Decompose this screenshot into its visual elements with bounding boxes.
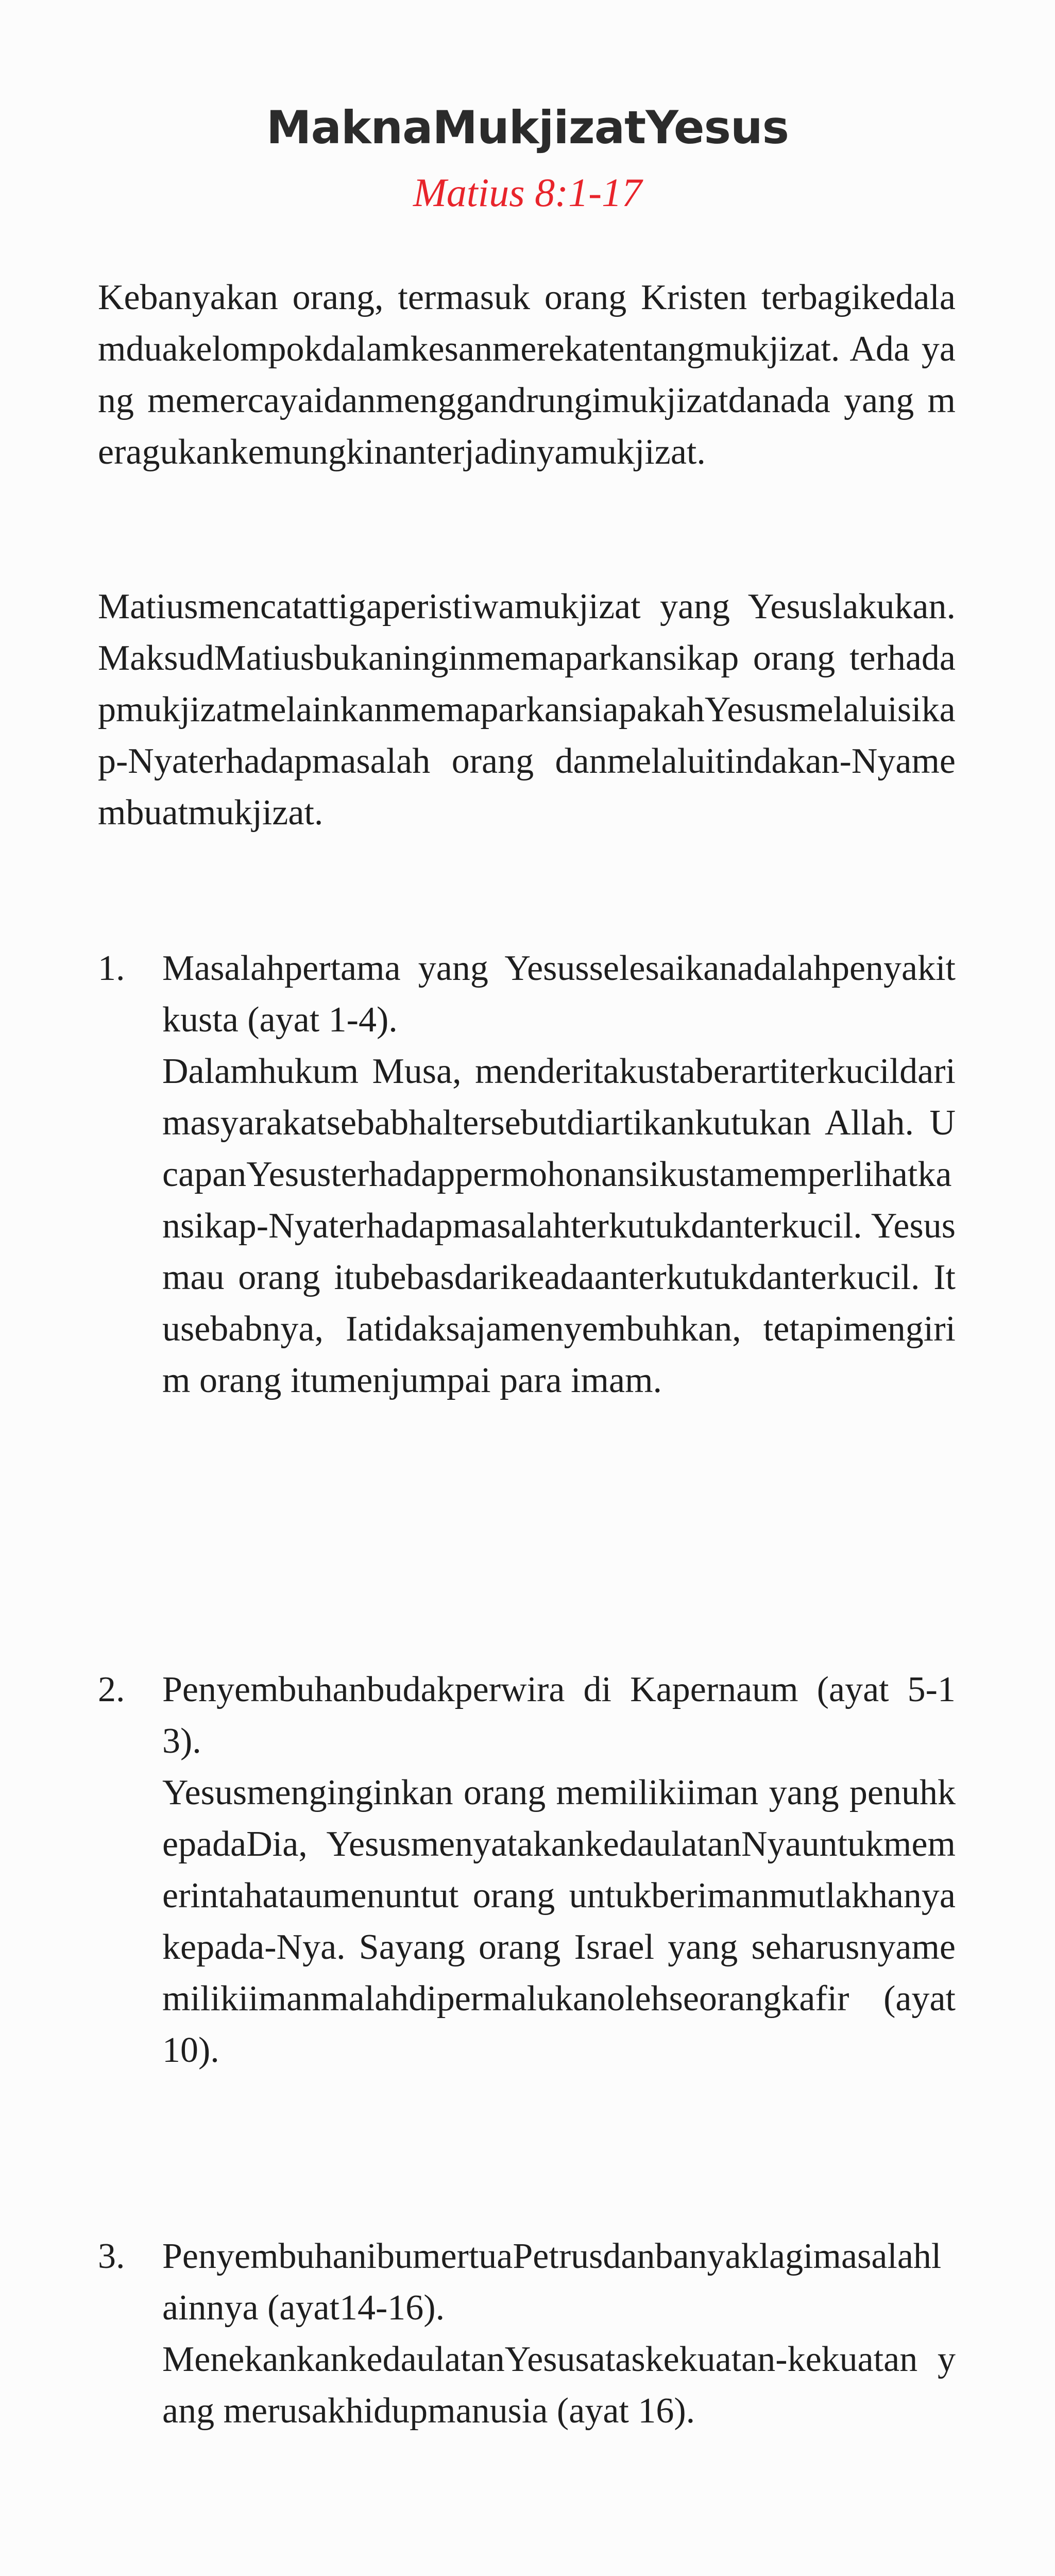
list-item-body: Yesusmenginginkan orang memilikiiman yang penuhkepadaDia, YesusmenyatakankedaulatanNyauntukmemerintahataumenuntut orang untukberimanmutlakhanyakepada-Nya. Sayang orang Israel yang seharusnyamemilikiimanmalahdipermalukanolehseorangkafir (ayat 10). [162, 1773, 956, 2070]
list-item [98, 1664, 956, 2076]
list-item-heading: PenyembuhanibumertuaPetrusdanbanyaklagimasalahlainnya (ayat14-16). [162, 2236, 942, 2328]
scripture-reference: Matius 8:1-17 [413, 170, 642, 215]
list-item-heading: Penyembuhanbudakperwira di Kapernaum (ayat 5-13). [162, 1670, 956, 1761]
intro-paragraph: Kebanyakan orang, termasuk orang Kristen terbagikedalamduakelompokdalamkesanmerekatentangmukjizat. Ada yang memercayaidanmenggandrungimukjizatdanada yang meragukankemungkinanterjadinyamukjizat. [98, 278, 956, 472]
list-item-text [162, 943, 956, 1406]
list-item-text [162, 1664, 956, 2076]
list-item-heading: Masalahpertama yang Yesusselesaikanadalahpenyakitkusta (ayat 1-4). [162, 948, 956, 1040]
list-item [98, 943, 956, 1406]
list-item-number: 2. [98, 1670, 125, 1709]
list-item-number: 1. [98, 948, 125, 988]
list-item-body: Dalamhukum Musa, menderitakustaberartiterkucildarimasyarakatsebabhaltersebutdiartikankutukan Allah. UcapanYesusterhadappermohonansikustamemperlihatkansikap-Nyaterhadapmasalahterkutukdanterkucil. Yesusmau orang itubebasdarikeadaanterkutukdanterkucil. Itusebabnya, Iatidaksajamenyembuhkan, tetapimengirim orang itumenjumpai para imam. [162, 1052, 956, 1400]
list-item-number: 3. [98, 2236, 125, 2276]
list-item-text [162, 2231, 956, 2437]
page-title: MaknaMukjizatYesus [266, 101, 789, 154]
list-item [98, 2231, 956, 2437]
list-item-body: MenekankankedaulatanYesusataskekuatan-kekuatan yang merusakhidupmanusia (ayat 16). [162, 2340, 956, 2431]
second-paragraph: Matiusmencatattigaperistiwamukjizat yang Yesuslakukan. MaksudMatiusbukaninginmemaparkansikap orang terhadapmukjizatmelainkanmemaparkansiapakahYesusmelaluisikap-Nyaterhadapmasalah orang danmelaluitindakan-Nyamembuatmukjizat. [98, 587, 956, 833]
